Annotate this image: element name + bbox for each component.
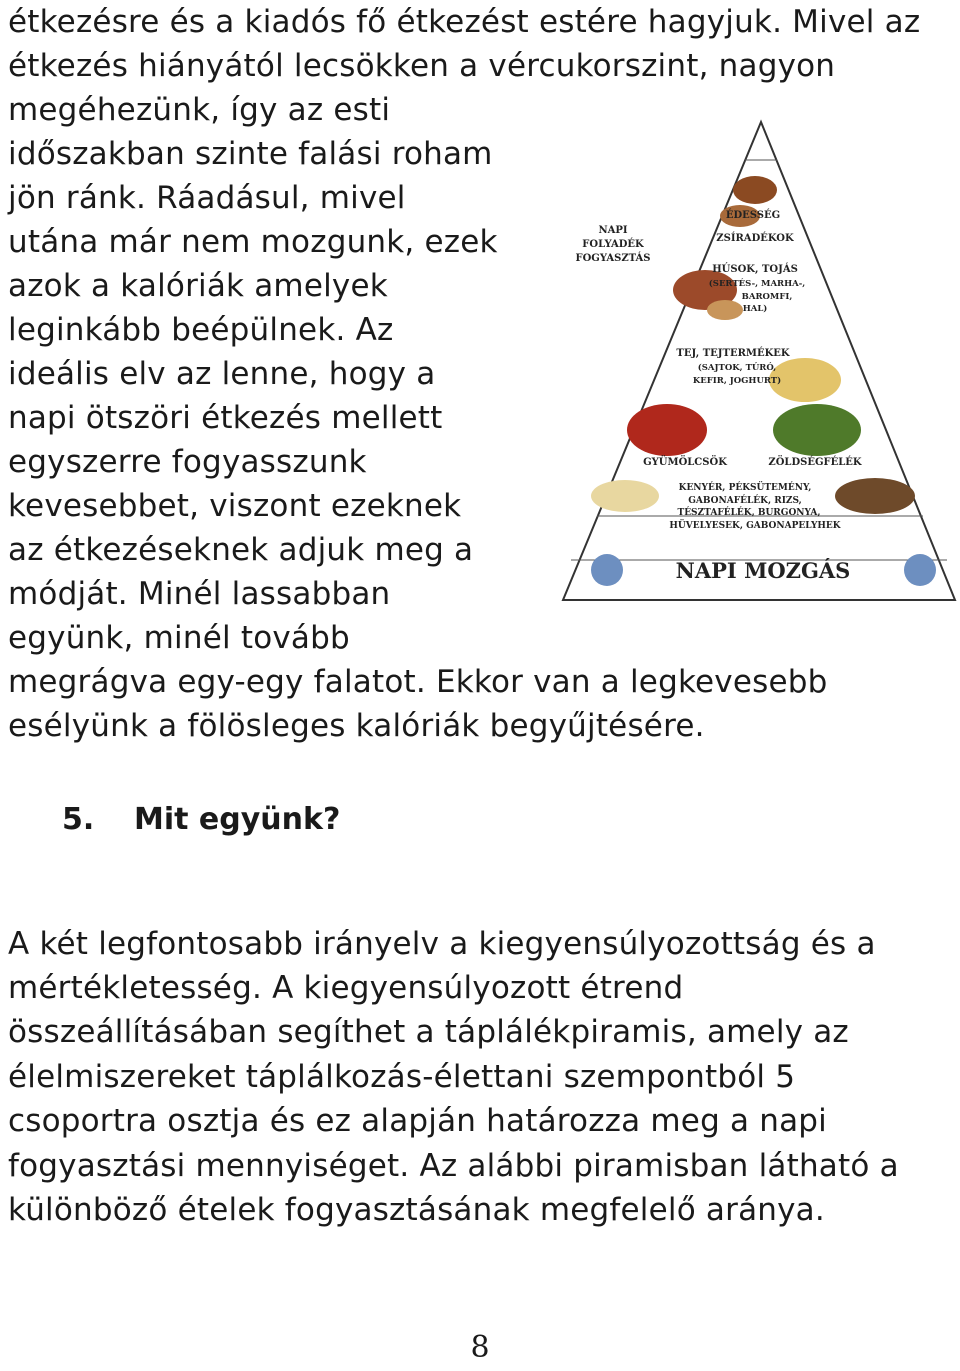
text-line: időszakban szinte falási roham [8, 136, 493, 172]
text-line: összeállításában segíthet a táplálékpiramis, amely az [8, 1014, 849, 1050]
egg-food-photo [707, 300, 743, 320]
level-label-sweets: ÉDESSÉG [725, 210, 781, 221]
text-line: utána már nem mozgunk, ezek [8, 224, 498, 260]
side-label-line: FOLYADÉK [582, 239, 644, 250]
grain-food-photo [835, 478, 915, 514]
level-label-fats: ZSÍRADÉKOK [716, 233, 794, 244]
level-label-meat: HÚSOK, TOJÁS [712, 264, 798, 275]
text-line: mértékletesség. A kiegyensúlyozott étrend [8, 970, 684, 1006]
level-label-grains: HÜVELYESEK, GABONAPELYHEK [669, 521, 841, 531]
level-label-grains: KENYÉR, PÉKSÜTEMÉNY, [678, 483, 812, 493]
text-line: ideális elv az lenne, hogy a [8, 356, 436, 392]
text-line: módját. Minél lassabban [8, 576, 391, 612]
text-line: azok a kalóriák amelyek [8, 268, 388, 304]
level-label-dairy: (SAJTOK, TÚRÓ, [697, 363, 777, 373]
base-label-daily-movement: NAPI MOZGÁS [675, 558, 851, 583]
level-label-fruit: GYÜMÖLCSÖK [643, 457, 727, 468]
text-line: csoportra osztja és ez alapján határozza meg a napi [8, 1103, 827, 1139]
level-label-grains: TÉSZTAFÉLÉK, BURGONYA, [677, 508, 821, 518]
food-pyramid-image [555, 118, 960, 606]
fruit-food-photo [627, 404, 707, 456]
side-label-line: FOGYASZTÁS [575, 253, 651, 264]
text-line: leginkább beépülnek. Az [8, 312, 394, 348]
runner-left-photo [591, 554, 623, 586]
level-label-meat: HAL) [742, 304, 768, 314]
text-line: együnk, minél tovább [8, 620, 350, 656]
text-line: étkezés hiányától lecsökken a vércukorszint, nagyon [8, 48, 836, 84]
text-line: megrágva egy-egy falatot. Ekkor van a legkevesebb [8, 664, 828, 700]
text-line: különböző ételek fogyasztásának megfelelő aránya. [8, 1192, 825, 1228]
text-line: A két legfontosabb irányelv a kiegyensúlyozottság és a [8, 926, 876, 962]
text-line: jön ránk. Ráadásul, mivel [8, 180, 406, 216]
section-heading [62, 798, 340, 842]
text-line: kevesebbet, viszont ezeknek [8, 488, 462, 524]
side-label-line: NAPI [598, 225, 628, 236]
bread-food-photo [591, 480, 659, 512]
page-number: 8 [470, 1330, 490, 1365]
vegetable-food-photo [773, 404, 861, 456]
text-line: étkezésre és a kiadós fő étkezést estére hagyjuk. Mivel az [8, 4, 921, 40]
level-label-grains: GABONAFÉLÉK, RIZS, [688, 496, 802, 506]
text-line: napi ötszöri étkezés mellett [8, 400, 443, 436]
text-line: megéhezünk, így az esti [8, 92, 391, 128]
level-label-dairy: KEFIR, JOGHURT) [692, 376, 782, 386]
level-label-dairy: TEJ, TEJTERMÉKEK [676, 348, 790, 359]
text-line: élelmiszereket táplálkozás-élettani szempontból 5 [8, 1059, 796, 1095]
text-line: egyszerre fogyasszunk [8, 444, 367, 480]
sweets-food-photo [733, 176, 777, 204]
level-label-meat: (SERTÉS-, MARHA-, [708, 279, 806, 289]
section-title: Mit együnk? [134, 802, 341, 837]
text-line: esélyünk a fölösleges kalóriák begyűjtésére. [8, 708, 705, 744]
text-line: fogyasztási mennyiséget. Az alábbi piramisban látható a [8, 1148, 899, 1184]
section-number: 5. [62, 802, 95, 837]
runner-right-photo [904, 554, 936, 586]
level-label-vegetables: ZÖLDSÉGFÉLÉK [768, 457, 862, 468]
level-label-meat: BAROMFI, [741, 292, 793, 302]
text-line: az étkezéseknek adjuk meg a [8, 532, 474, 568]
